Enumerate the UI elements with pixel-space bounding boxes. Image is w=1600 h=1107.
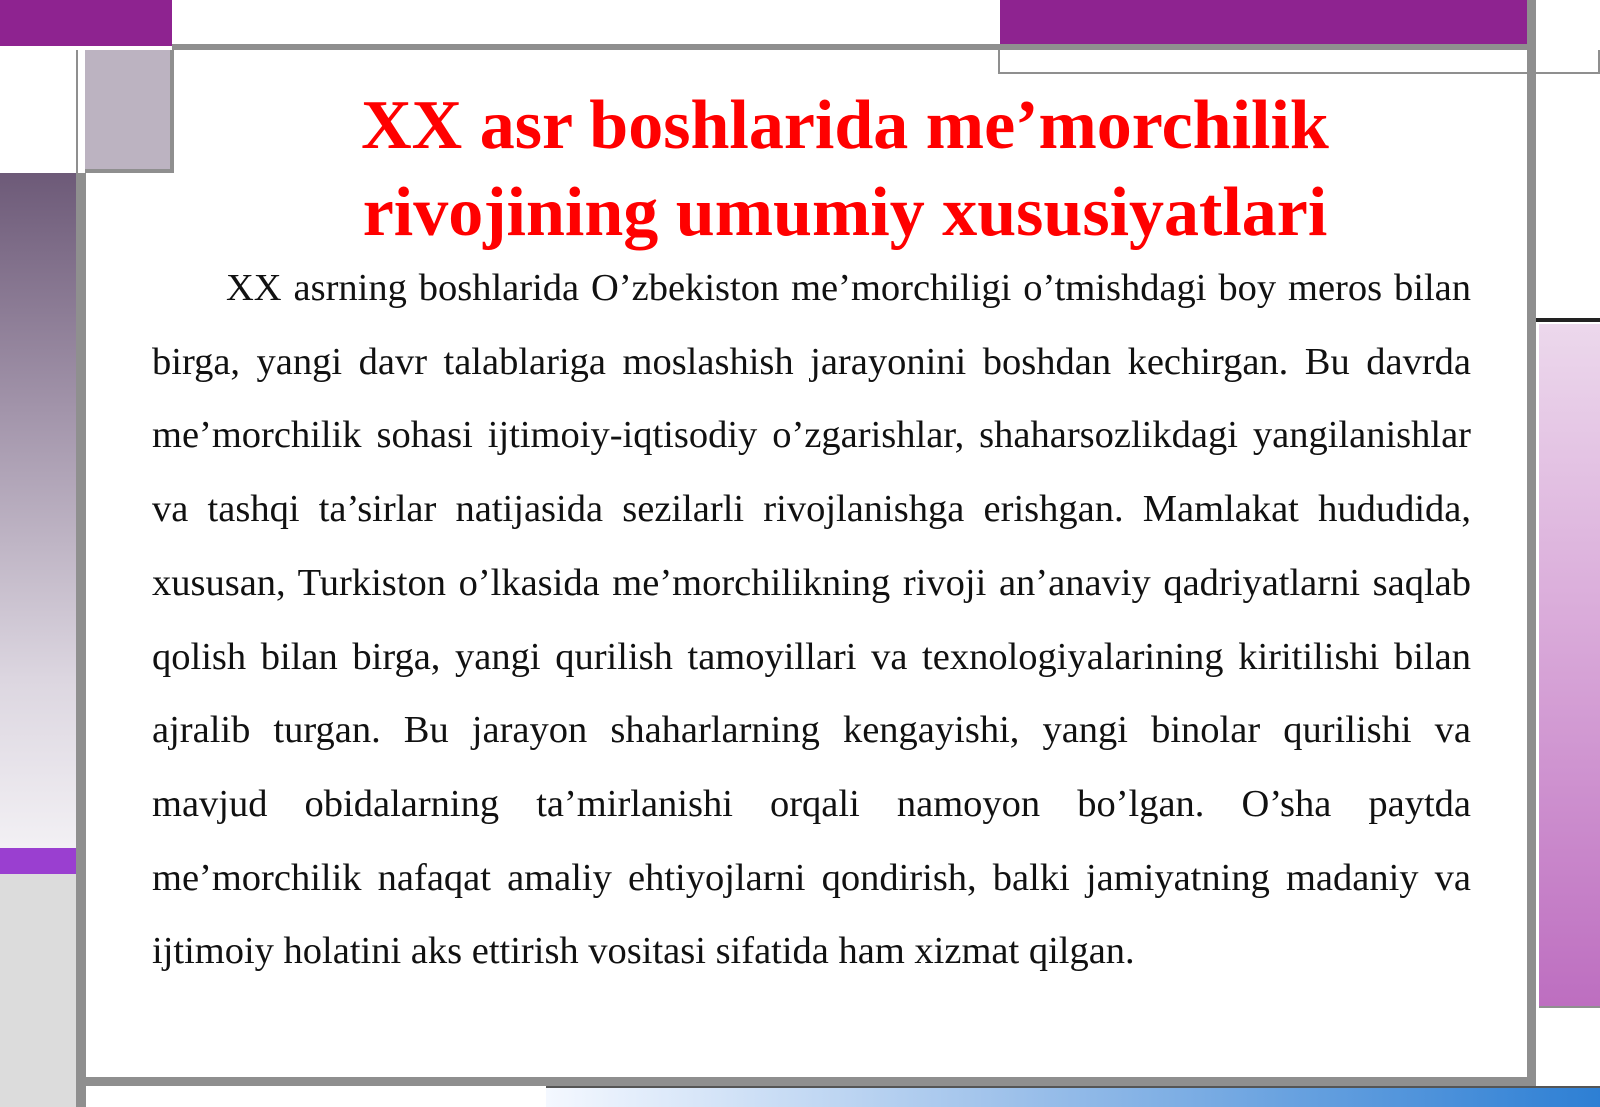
left-purple-accent [0,848,76,874]
right-frame-line [1527,0,1536,1085]
right-gradient-column [1539,324,1600,1008]
top-right-purple-bar [1000,0,1530,46]
left-frame-line [76,173,86,1107]
top-right-outline-box [998,50,1600,74]
bottom-blue-gradient-bar [546,1086,1600,1107]
left-gradient-column [0,173,76,848]
left-lower-gray-block [0,874,76,1107]
left-outline-box [0,50,78,173]
slide-title-line2: rivojining umumiy xususiyatlari [362,174,1328,251]
left-upper-gray-block [85,50,174,173]
slide-body-paragraph: XX asrning boshlarida O’zbekiston me’morchiligi o’tmishdagi boy meros bilan birga, yangi davr talablariga moslashish jarayonini boshdan kechirgan. Bu davrda me’morchilik sohasi ijtimoiy-iqtisodiy o’zgarishlar, shaharsozlikdagi yangilanishlar va tashqi ta’sirlar natijasida sezilarli rivojlanishga erishgan. Mamlakat hududida, xususan, Turkiston o’lkasida me’morchilikning rivoji an’anaviy qadriyatlarni saqlab qolish bilan birga, yangi qurilish tamoyillari va texnologiyalarining kiritilishi bilan ajralib turgan. Bu jarayon shaharlarning kengayishi, yangi binolar qurilishi va mavjud obidalarning ta’mirlanishi orqali namoyon bo’lgan. O’sha paytda me’morchilik nafaqat amaliy ehtiyojlarni qondirish, balki jamiyatning madaniy va ijtimoiy holatini aks ettirish vositasi sifatida ham xizmat qilgan. [152,267,1471,973]
slide-title-line1: XX asr boshlarida me’morchilik [361,87,1329,164]
top-left-purple-bar [0,0,172,46]
right-dark-line [1536,318,1600,322]
bottom-gray-line [86,1077,1536,1086]
slide-title [200,82,1490,256]
